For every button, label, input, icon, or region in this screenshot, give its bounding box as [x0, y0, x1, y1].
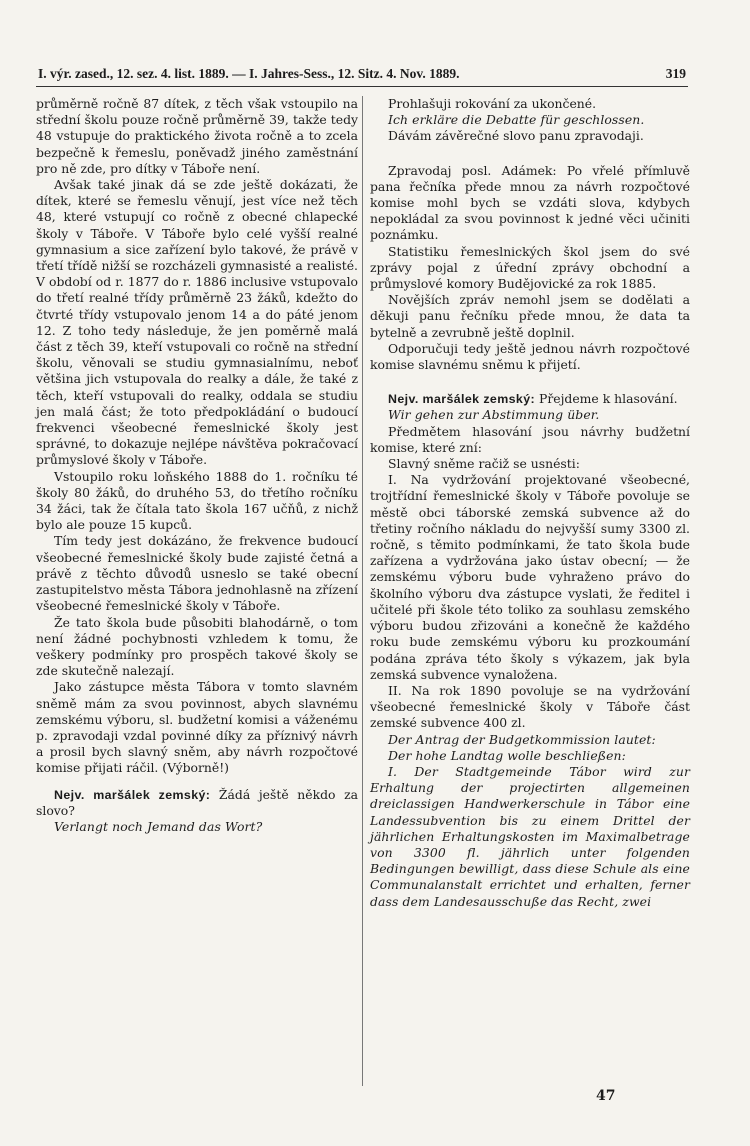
paragraph: Odporučuji tedy ještě jednou návrh rozpočtové komise slavnému sněmu k přijetí.: [370, 340, 690, 373]
german-paragraph: I. Der Stadtgemeinde Tábor wird zur Erhaltung der projectirten allgemeinen dreiclassigen Handwerkerschule in Tábor eine Landessubvention bis zu einem Drittel der jährlichen Erhaltungskosten im Maximalbetrage von 3300 fl. jährlich unter folgenden Bedingungen bewilligt, dass diese Schule als eine Communalanstalt errichtet und erhalten, ferner dass dem Landesausschuße das Recht, zwei: [370, 763, 690, 909]
german-paragraph: Ich erkläre die Debatte für geschlossen.: [388, 112, 645, 128]
paragraph: I. Na vydržování projektované všeobecné, trojtřídní řemeslnické školy v Táboře povoluje se městě obci táborské zemská subvence až do třetiny ročního nákladu do nejvyšší sumy 3300 zl. ročně, s těmito podmínkami, že tato škola bude zařízena a vydržována jako ústav obecní; — že zemskému výboru bude vyhraženo právo do školního výboru dva zástupce vyslati, že ředitel i učitelé při škole této toliko za souhlasu zemského výboru budou zřizováni a konečně že každého roku bude zemskému výboru ku prozkoumání podána zpráva této školy s výkazem, jak byla zemská subvence vynaložena.: [370, 472, 690, 682]
german-paragraph: Verlangt noch Jemand das Wort?: [54, 818, 263, 834]
header-rule: [36, 86, 688, 87]
paragraph: Slavný sněme račiž se usnésti:: [388, 456, 580, 472]
german-paragraph: Der Antrag der Budgetkommission lautet:: [388, 731, 656, 747]
paragraph: Statistiku řemeslnických škol jsem do své zprávy pojal z úřední zprávy obchodní a průmyslové komory Budějovické za rok 1885.: [370, 243, 690, 292]
speaker-paragraph: [36, 787, 358, 819]
speaker-text: Žádá ještě někdo za slovo?: [36, 786, 358, 818]
speaker-text: Přejdeme k hlasování.: [538, 391, 678, 407]
speaker-text: Po vřelé přímluvě pana řečníka přede mnou za návrh rozpočtové komise mohl bych se vzdáti slova, kdybych nepokládal za svou povinnost k jedné věci učiniti poznámku.: [370, 162, 690, 243]
paragraph: Vstoupilo roku loňského 1888 do 1. ročníku té školy 80 žáků, do druhého 53, do třetího ročníku 34 žáci, tak že čítala tato škola 167 učňů, z nichž bylo ale pouze 15 kupců.: [36, 468, 358, 533]
german-paragraph: Wir gehen zur Abstimmung über.: [388, 407, 600, 423]
speaker-name: Nejv. maršálek zemský:: [54, 787, 211, 802]
speaker-name: Nejv. maršálek zemský:: [388, 392, 536, 407]
paragraph: Novějších zpráv nemohl jsem se dodělati a děkuji panu řečníku přede mnou, že data ta bytelně a zevrubně ještě doplnil.: [370, 292, 690, 340]
paragraph: Prohlašuji rokování za ukončené.: [388, 96, 597, 111]
paragraph: II. Na rok 1890 povoluje se na vydržování všeobecné řemeslnické školy v Táboře část zemské subvence 400 zl.: [370, 682, 690, 731]
speaker-name: Zpravodaj posl. Adámek:: [388, 162, 557, 178]
column-divider: [362, 96, 363, 1086]
signature-mark: 47: [596, 1088, 616, 1104]
speaker-paragraph: [370, 391, 690, 407]
paragraph: Dávám závěrečné slovo panu zpravodaji.: [388, 128, 644, 144]
right-column: [370, 96, 690, 910]
running-header: [38, 66, 686, 84]
speaker-paragraph: [370, 163, 690, 244]
header-session-info: I. výr. zased., 12. sez. 4. list. 1889. — I. Jahres-Sess., 12. Sitz. 4. Nov. 1889.: [38, 66, 460, 81]
paragraph: průměrně ročně 87 dítek, z těch však vstoupilo na střední školu pouze ročně průměrně 39, takže tedy 48 vstupuje do praktického života ročně a to zcela bezpečně k řemeslu, poněvadž jiného zaměstnání pro ně zde, pro dítky v Táboře není.: [36, 96, 358, 176]
german-paragraph: Der hohe Landtag wolle beschließen:: [388, 747, 626, 763]
left-column: [36, 96, 358, 835]
paragraph: Že tato škola bude působiti blahodárně, o tom není žádné pochybnosti vzhledem k tomu, že veškery podmínky pro prospěch takové školy se zde skutečně nalezají.: [36, 614, 358, 679]
paragraph: Předmětem hlasování jsou návrhy budžetní komise, které zní:: [370, 423, 690, 455]
paragraph: Jako zástupce města Tábora v tomto slavném sněmě mám za svou povinnost, abych slavnému zemskému výboru, sl. budžetní komisi a váženému p. zpravodaji vzdal povinné díky za příznivý návrh a prosil bych slavný sněm, aby návrh rozpočtové komise přijati ráčil. (Výborně!): [36, 679, 358, 776]
paragraph: Tím tedy jest dokázáno, že frekvence budoucí všeobecné řemeslnické školy bude zajisté četná a právě z těchto důvodů usneslo se také obecní zastupitelstvo města Tábora jednohlasně na zřízení všeobecné řemeslnické školy v Táboře.: [36, 533, 358, 614]
paragraph: Avšak také jinak dá se zde ještě dokázati, že dítek, které se řemeslu věnují, jest více než těch 48, které vstupují co ročně z obecné chlapecké školy v Táboře. V Táboře bylo celé vyšší realné gymnasium a sice zařízení bylo takové, že právě v třetí třídě nižší se rozcházeli gymnasisté a realisté. V období od r. 1877 do r. 1886 inclusive vstupovalo do třetí realné třídy průměrně 23 žáků, kdežto do čtvrté třídy vstupovalo jenom 14 a do páté jenom 12. Z toho tedy následuje, že jen poměrně malá část z těch 39, kteří vstupovali co ročně na střední školu, věnovali se studiu gymnasialnímu, neboť většina jich vstupovala do realky a dále, že také z těch, kteří vstupovali do realky, oddala se studiu jen malá část; že toto předpokládání o budoucí frekvenci všeobecné řemeslnické školy jest správné, to dokazuje nejlépe návštěva pokračovací průmyslové školy v Táboře.: [36, 177, 358, 468]
page-number: 319: [665, 66, 686, 81]
